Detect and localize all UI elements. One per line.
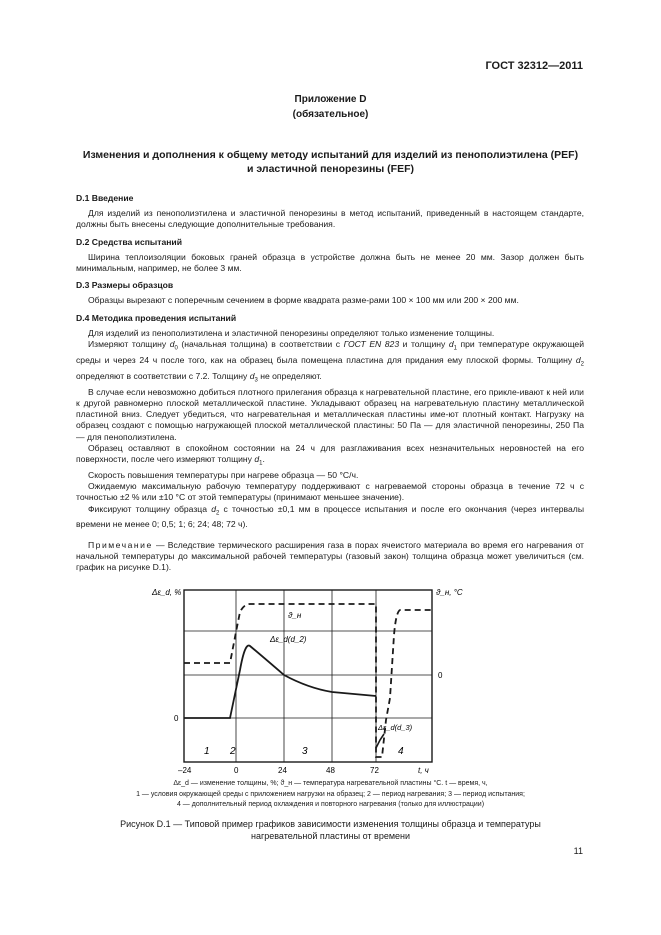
text-run: Измеряют толщину [88,339,170,350]
subscript: 1 [259,460,263,467]
text-run: при температуре окружающей среды и через 24 ч после того, как на образец была помещена пластина для придания ему плоской формы. Толщину [76,339,585,365]
symbol-d: d [211,503,216,514]
section-d4-p5: Скорость повышения температуры при нагреве образца — 50 °С/ч. [88,469,359,480]
subscript: 3 [254,377,258,384]
d3-curve-label: Δε_d(d_3) [378,723,413,732]
figure-legend [40,779,621,811]
main-title [40,148,621,176]
legend-line3: 4 — дополнительный период охлаждения и повторного нагревания (только для иллюстрации) [176,801,485,808]
page-number: 11 [573,846,583,856]
temperature-curve [184,604,432,757]
text-run: Образец оставляют в спокойном состоянии на 24 ч для разглаживания всех незначительных неровностей на его поверхности, после чего измеряют толщину [76,442,584,465]
standard-reference: ГОСТ EN 823 [343,339,400,350]
y-right-axis-label: ϑ_н, °С [436,588,463,597]
section-d1 [76,193,584,231]
text-run: . [262,454,265,465]
symbol-d: d [254,454,260,465]
y-left-tick-0: 0 [174,714,179,723]
caption-line1: Рисунок D.1 — Типовой пример графиков зависимости изменения толщины образца и температуры [120,819,541,829]
period-label-2: 2 [230,746,236,757]
period-label-4: 4 [398,746,404,757]
plot-frame [184,590,432,762]
x-tick-neg24: –24 [178,766,192,775]
thickness-curve [184,646,376,719]
document-number: ГОСТ 32312—2011 [485,60,583,72]
text-run: с точностью ±0,1 мм в процессе испытания и после его окончания (через интервалы времени не менее 0; 0,5; 1; 6; 24; 48; 72 ч). [76,503,584,530]
section-d2 [76,237,584,275]
symbol-d: d [575,354,581,365]
annex-title: Приложение D [294,94,367,105]
section-d1-text: Для изделий из пенополиэтилена и эластичной пенорезины в метод испытаний, приведенный в настоящем стандарте, должны быть внесены следующие дополнительные требования. [76,208,584,230]
section-d4 [76,313,584,574]
section-d2-heading: D.2 Средства испытаний [76,236,182,247]
y-left-axis-label: Δε_d, % [152,588,182,597]
x-tick-72: 72 [370,766,379,775]
section-d4-p2 [76,339,584,387]
body-content [76,193,584,573]
figure-d1-chart [150,580,470,778]
section-d4-heading: D.4 Методика проведения испытаний [76,312,237,323]
section-d4-p4 [76,443,584,470]
temp-curve-label: ϑ_н [288,611,302,620]
subscript: 0 [174,345,178,352]
note-label: Примечание [88,539,153,550]
main-title-line1: Изменения и дополнения к общему методу испытаний для изделий из пенополиэтилена (PEF) [82,149,579,161]
legend-line1: Δε_d — изменение толщины, %; ϑ_н — температура нагревательной пластины °С. t — время, ч, [173,780,488,787]
note-text: — Вследствие термического расширения газа в порах ячеистого материала во время его нагревания от начальной температуры до максимальной рабочей температуры (газовый закон) толщина образца может увеличиться (см. график на рисунке D.1). [76,539,584,573]
section-d2-text: Ширина теплоизоляции боковых граней образца в устройстве должна быть не менее 20 мм. Зазор должен быть минимальным, например, не более 3 мм. [76,251,584,274]
section-d4-p6: Ожидаемую максимальную рабочую температуру поддерживают с нагреваемой стороны образца в течение 72 ч с точностью ±2 % или ±10 °С от этой температуры (принимают меньшее значение). [76,481,584,503]
main-title-line2: и эластичной пенорезины (FEF) [247,163,414,175]
text-run: (начальная толщина) в соответствии с [177,339,344,350]
section-d4-p3: В случае если невозможно добиться плотного прилегания образца к нагревательной пластине, его прикле-ивают к ней или к другой равномерно плоской металлической пластине. Укладывают образец на нагревательную пластину металлической пластиной вниз. Следует убедиться, что нагревательная и металлическая пластины име-ют плотный контакт. Нагрузку на образец создают с помощью нагружающей плоской металлической пластины: 50 Па — для эластичной пенорезины, 250 Па — для пенополиэтилена. [76,386,584,442]
figure-caption [40,818,621,842]
d2-curve-label: Δε_d(d_2) [270,635,307,644]
period-label-1: 1 [204,746,210,757]
caption-line2: нагревательной пластины от времени [250,831,411,841]
note [76,540,584,574]
section-d4-p1: Для изделий из пенополиэтилена и эластичной пенорезины определяют только изменение толщины. [88,327,495,338]
symbol-d: d [169,339,175,350]
text-run: не определяют. [257,370,322,381]
annex-heading [0,92,661,122]
x-tick-24: 24 [278,766,287,775]
subscript: 2 [580,361,584,368]
symbol-d: d [249,370,255,381]
thickness-curve-d3 [376,734,384,748]
subscript: 1 [453,345,457,352]
section-d1-heading: D.1 Введение [76,193,134,203]
legend-line2: 1 — условия окружающей среды с приложением нагрузки на образец; 2 — период нагревания; 3 — период испытания; [136,790,525,798]
text-run: и толщину [399,339,449,350]
symbol-d: d [448,339,454,350]
section-d3 [76,280,584,306]
x-axis-label: t, ч [418,766,429,775]
text-run: определяют в соответствии с 7.2. Толщину [76,370,250,381]
text-run: Фиксируют толщину образца [88,503,212,514]
section-d3-text: Образцы вырезают с поперечным сечением в форме квадрата разме-рами 100 × 100 мм или 200 × 200 мм. [88,295,519,306]
period-label-3: 3 [302,746,308,757]
section-d4-p7 [76,504,584,531]
x-tick-0: 0 [234,766,239,775]
x-tick-48: 48 [326,766,335,775]
section-d3-heading: D.3 Размеры образцов [76,280,174,291]
y-right-tick-0: 0 [438,671,443,680]
subscript: 2 [216,510,220,517]
annex-subtitle: (обязательное) [292,109,369,120]
